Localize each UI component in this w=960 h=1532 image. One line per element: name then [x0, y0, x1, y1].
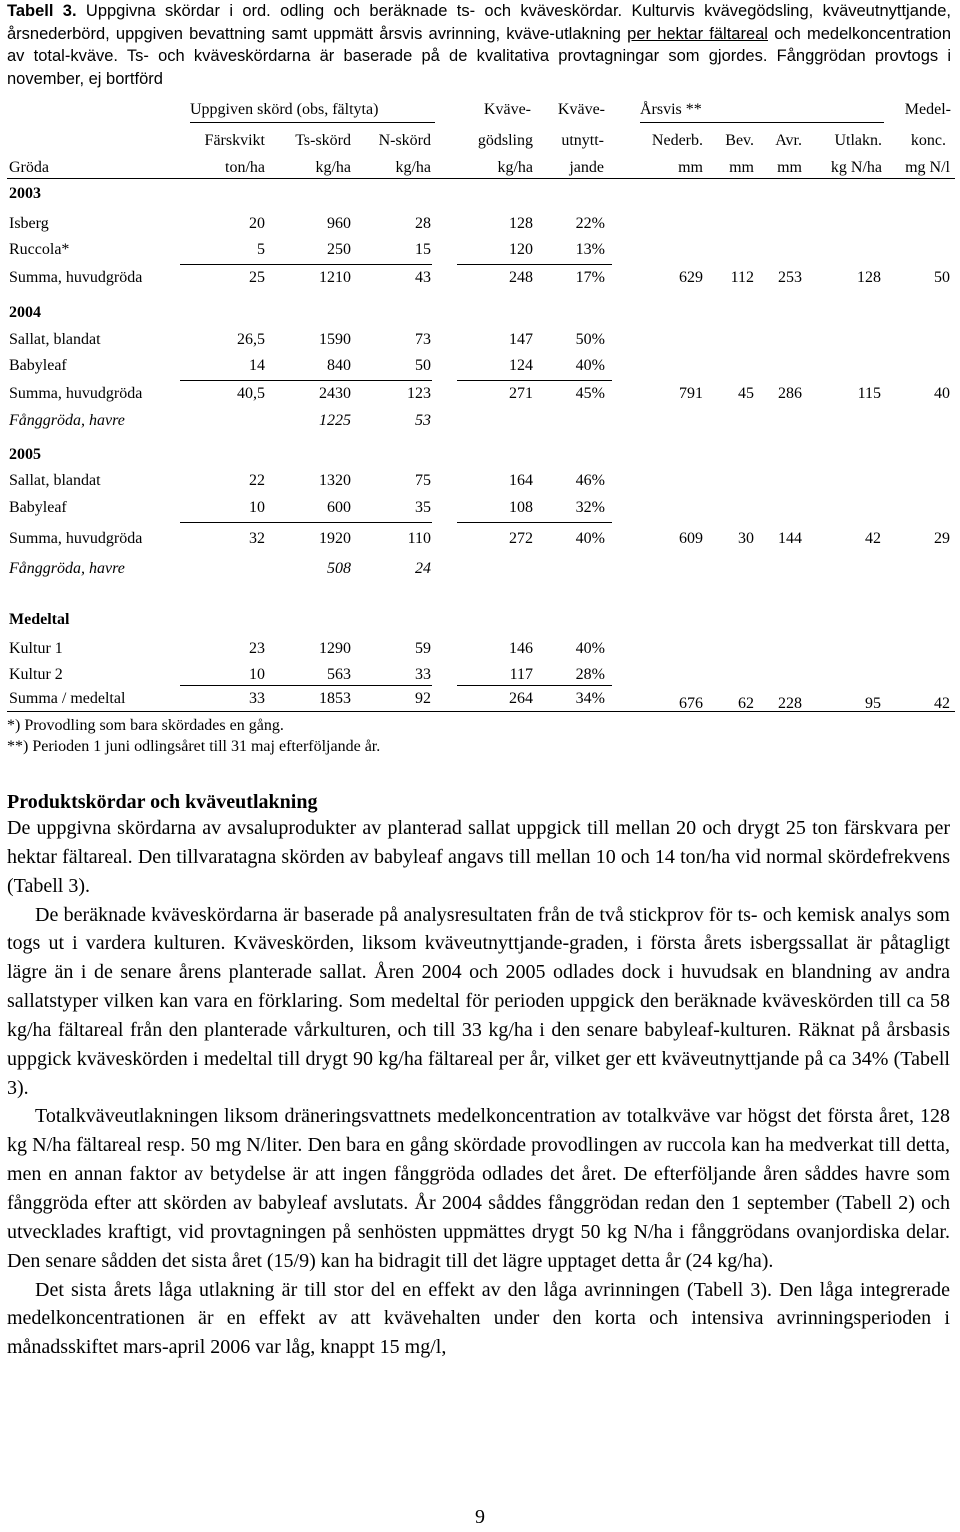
- header-bev: Bev.: [725, 132, 754, 149]
- cell-value: 563: [327, 666, 351, 683]
- cell-value: 123: [407, 385, 431, 402]
- cell-value: 33: [415, 666, 431, 683]
- row-label: Sallat, blandat: [9, 331, 101, 348]
- row-label: Summa / medeltal: [9, 690, 126, 707]
- row-label: 2005: [9, 446, 41, 463]
- footnote-1: *) Provodling som bara skördades en gång.: [7, 717, 284, 734]
- row-underline-harvest: [180, 380, 432, 381]
- cell-value: 20: [249, 215, 265, 232]
- unit-0: ton/ha: [225, 159, 265, 176]
- caption-underlined: per hektar fältareal: [627, 24, 768, 43]
- footnote-2: **) Perioden 1 juni odlingsåret till 31 maj efterföljande år.: [7, 738, 381, 755]
- table-caption: [7, 0, 951, 90]
- unit-6: mm: [729, 159, 754, 176]
- cell-value: 92: [415, 690, 431, 707]
- cell-value: 271: [509, 385, 533, 402]
- cell-annual-value: 29: [934, 530, 950, 547]
- section-body: [7, 790, 950, 1362]
- cell-value: 272: [509, 530, 533, 547]
- cell-value: 50: [415, 357, 431, 374]
- cell-value: 110: [407, 530, 431, 547]
- cell-value: 45%: [575, 385, 605, 402]
- unit-1: kg/ha: [315, 159, 351, 176]
- cell-value: 1590: [319, 331, 351, 348]
- row-underline-nitrogen: [457, 685, 612, 686]
- cell-value: 5: [257, 241, 265, 258]
- caption-text-2: och medelkoncentration av total-kväve. Ts- och kväveskördarna är baserade på de kvalitativa provtagningar som gjordes. Fånggrödan provtogs i november, ej bortförd: [7, 24, 952, 88]
- cell-value: 14: [249, 357, 265, 374]
- cell-value: 46%: [575, 472, 605, 489]
- cell-annual-value: 40: [934, 385, 950, 402]
- cell-value: 15: [415, 241, 431, 258]
- unit-2: kg/ha: [395, 159, 431, 176]
- cell-value: 28: [415, 215, 431, 232]
- cell-value: 164: [509, 472, 533, 489]
- row-underline-harvest: [180, 685, 432, 686]
- header-bottom-rule: [7, 178, 955, 179]
- row-label: 2003: [9, 185, 41, 202]
- cell-value: 1210: [319, 269, 351, 286]
- cell-value: 1290: [319, 640, 351, 657]
- cell-annual-value: 42: [934, 695, 950, 712]
- cell-annual-value: 228: [778, 695, 802, 712]
- cell-value: 40%: [575, 530, 605, 547]
- cell-annual-value: 115: [857, 385, 881, 402]
- row-label: Kultur 2: [9, 666, 63, 683]
- cell-value: 25: [249, 269, 265, 286]
- cell-value: 108: [509, 499, 533, 516]
- cell-annual-value: 42: [865, 530, 881, 547]
- cell-annual-value: 676: [679, 695, 703, 712]
- row-label: Summa, huvudgröda: [9, 530, 143, 547]
- unit-8: kg N/ha: [830, 159, 882, 176]
- row-label: Summa, huvudgröda: [9, 269, 143, 286]
- row-label: Summa, huvudgröda: [9, 385, 143, 402]
- row-underline-harvest: [180, 264, 432, 265]
- cell-value: 508: [327, 560, 351, 577]
- header-utlakn: Utlakn.: [834, 132, 882, 149]
- cell-annual-value: 50: [934, 269, 950, 286]
- header-group-harvest: Uppgiven skörd (obs, fältyta): [190, 101, 379, 118]
- cell-value: 600: [327, 499, 351, 516]
- header-arsvis: Årsvis **: [640, 101, 702, 118]
- row-label: Babyleaf: [9, 499, 67, 516]
- row-label: Medeltal: [9, 611, 70, 628]
- cell-value: 32: [249, 530, 265, 547]
- header-kvave-b1: Kväve-: [557, 101, 605, 118]
- paragraph-1: De uppgivna skördarna av avsaluprodukter av planterad sallat uppgick till mellan 20 och drygt 25 ton färskvara per hektar fältareal. Den tillvaratagna skörden av babyleaf angavs till mellan 10 och 14 ton/ha vid normal skördefrekvens (Tabell 3).: [7, 817, 950, 897]
- header-kvave-b2: utnytt-: [561, 132, 604, 149]
- unit-9: mg N/l: [905, 159, 950, 176]
- unit-7: mm: [777, 159, 802, 176]
- cell-value: 73: [415, 331, 431, 348]
- cell-annual-value: 112: [730, 269, 754, 286]
- row-label: Babyleaf: [9, 357, 67, 374]
- header-kvave-a2: gödsling: [477, 132, 533, 149]
- header-farskvikt: Färskvikt: [204, 132, 265, 149]
- cell-value: 75: [415, 472, 431, 489]
- cell-value: 250: [327, 241, 351, 258]
- cell-value: 10: [249, 499, 265, 516]
- row-label: Fånggröda, havre: [9, 560, 125, 577]
- unit-3: kg/ha: [497, 159, 533, 176]
- cell-value: 117: [509, 666, 533, 683]
- cell-value: 248: [509, 269, 533, 286]
- cell-value: 23: [249, 640, 265, 657]
- cell-value: 26,5: [237, 331, 265, 348]
- row-label: 2004: [9, 304, 41, 321]
- cell-value: 120: [509, 241, 533, 258]
- cell-value: 35: [415, 499, 431, 516]
- cell-value: 1320: [319, 472, 351, 489]
- cell-value: 147: [509, 331, 533, 348]
- cell-value: 2430: [319, 385, 351, 402]
- paragraph-3: Totalkväveutlakningen liksom dräneringsvattnets medelkoncentration av totalkväve var högst det första året, 128 kg N/ha fältareal resp. 50 mg N/liter. Den bara en gång skördade provodlingen av ruccola kan ha medverkat till detta, men en annan faktor av betydelse är att ingen fånggröda odlades det året. De efterföljande åren såddes havre som fånggröda efter att skörden av babyleaf avslutats. År 2004 såddes fånggrödan redan den 1 september (Tabell 2) och utvecklades kraftigt, vid provtagningen på senhösten uppmättes drygt 50 kg N/ha i fånggrödans ovanjordiska delar. Den senare sådden det sista året (15/9) kan ha bidragit till det lägre upptaget detta år (24 kg/ha).: [7, 1105, 950, 1272]
- paragraph-2: De beräknade kväveskördarna är baserade på analysresultaten från de två stickprov för ts- och kemisk analys som togs ut i vardera kulturen. Kväveskörden, liksom kväveutnyttjande-graden, i första årets isbergssallat är påtagligt lägre än i de senare årens planterade sallat. Åren 2004 och 2005 odlades dock i huvudsak en blandning av andra sallatstyper vilken kan vara en förklaring. Som medeltal för perioden uppgick den beräknade kväveskörden till ca 58 kg/ha fältareal från den planterade vårkulturen, och till 33 kg/ha i den senare babyleaf-kulturen. Räknat på årsbasis uppgick kväveskörden i medeltal till drygt 90 kg/ha fältareal per år, vilket ger ett kväveutnyttjande på ca 34% (Tabell 3).: [7, 903, 950, 1099]
- cell-annual-value: 253: [778, 269, 802, 286]
- cell-value: 22%: [575, 215, 605, 232]
- cell-value: 22: [249, 472, 265, 489]
- cell-value: 59: [415, 640, 431, 657]
- cell-annual-value: 95: [865, 695, 881, 712]
- cell-annual-value: 629: [679, 269, 703, 286]
- cell-value: 32%: [575, 499, 605, 516]
- section-heading: Produktskördar och kväveutlakning: [7, 791, 318, 813]
- cell-value: 1225: [319, 412, 351, 429]
- cell-annual-value: 128: [857, 269, 881, 286]
- row-underline-nitrogen: [457, 522, 612, 523]
- header-groda: Gröda: [9, 159, 49, 176]
- header-medel1: Medel-: [904, 101, 951, 118]
- header-underline-harvest: [190, 122, 435, 123]
- cell-annual-value: 144: [778, 530, 802, 547]
- header-ts-skord: Ts-skörd: [295, 132, 351, 149]
- cell-value: 128: [509, 215, 533, 232]
- cell-value: 50%: [575, 331, 605, 348]
- cell-value: 40%: [575, 640, 605, 657]
- cell-annual-value: 62: [738, 695, 754, 712]
- cell-value: 1920: [319, 530, 351, 547]
- cell-value: 840: [327, 357, 351, 374]
- cell-value: 960: [327, 215, 351, 232]
- cell-value: 33: [249, 690, 265, 707]
- caption-text-1: Uppgivna skördar i ord. odling och beräknade ts- och kväveskördar. Kulturvis kvävegödsling, kväveutnyttjande, årsnederbörd, uppgiven bevattning samt uppmätt årsvis avrinning, kväve-utlakning: [7, 2, 951, 43]
- cell-annual-value: 791: [679, 385, 703, 402]
- cell-value: 13%: [575, 241, 605, 258]
- cell-value: 10: [249, 666, 265, 683]
- cell-value: 124: [509, 357, 533, 374]
- cell-value: 43: [415, 269, 431, 286]
- page-number: 9: [475, 1506, 485, 1528]
- row-underline-harvest: [180, 522, 432, 523]
- header-n-skord: N-skörd: [378, 132, 431, 149]
- row-underline-nitrogen: [457, 264, 612, 265]
- row-underline-nitrogen: [457, 380, 612, 381]
- cell-value: 28%: [575, 666, 605, 683]
- unit-5: mm: [678, 159, 703, 176]
- unit-4: jande: [569, 159, 604, 176]
- cell-value: 146: [509, 640, 533, 657]
- table-bottom-rule: [7, 711, 955, 712]
- header-medel2: konc.: [910, 132, 946, 149]
- cell-annual-value: 45: [738, 385, 754, 402]
- table-label: Tabell 3.: [7, 2, 77, 20]
- cell-value: 53: [415, 412, 431, 429]
- cell-value: 1853: [319, 690, 351, 707]
- header-avr: Avr.: [775, 132, 802, 149]
- row-label: Isberg: [9, 215, 49, 232]
- cell-value: 40%: [575, 357, 605, 374]
- row-label: Fånggröda, havre: [9, 412, 125, 429]
- header-underline-arsvis: [640, 122, 884, 123]
- row-label: Ruccola*: [9, 241, 70, 258]
- row-label: Sallat, blandat: [9, 472, 101, 489]
- cell-annual-value: 30: [738, 530, 754, 547]
- cell-value: 17%: [575, 269, 605, 286]
- header-kvave-a1: Kväve-: [483, 101, 531, 118]
- paragraph-4: Det sista årets låga utlakning är till stor del en effekt av den låga avrinningen (Tabell 3). Den låga integrerade medelkoncentrationen är en effekt av att kvävehalten under den korta och intensiva avrinningsperioden i månadsskiftet mars-april 2006 var låg, knappt 15 mg/l,: [7, 1278, 950, 1359]
- header-nederb: Nederb.: [651, 132, 703, 149]
- cell-value: 24: [415, 560, 431, 577]
- row-label: Kultur 1: [9, 640, 63, 657]
- cell-annual-value: 609: [679, 530, 703, 547]
- cell-annual-value: 286: [778, 385, 802, 402]
- cell-value: 264: [509, 690, 533, 707]
- cell-value: 34%: [575, 690, 605, 707]
- cell-value: 40,5: [237, 385, 265, 402]
